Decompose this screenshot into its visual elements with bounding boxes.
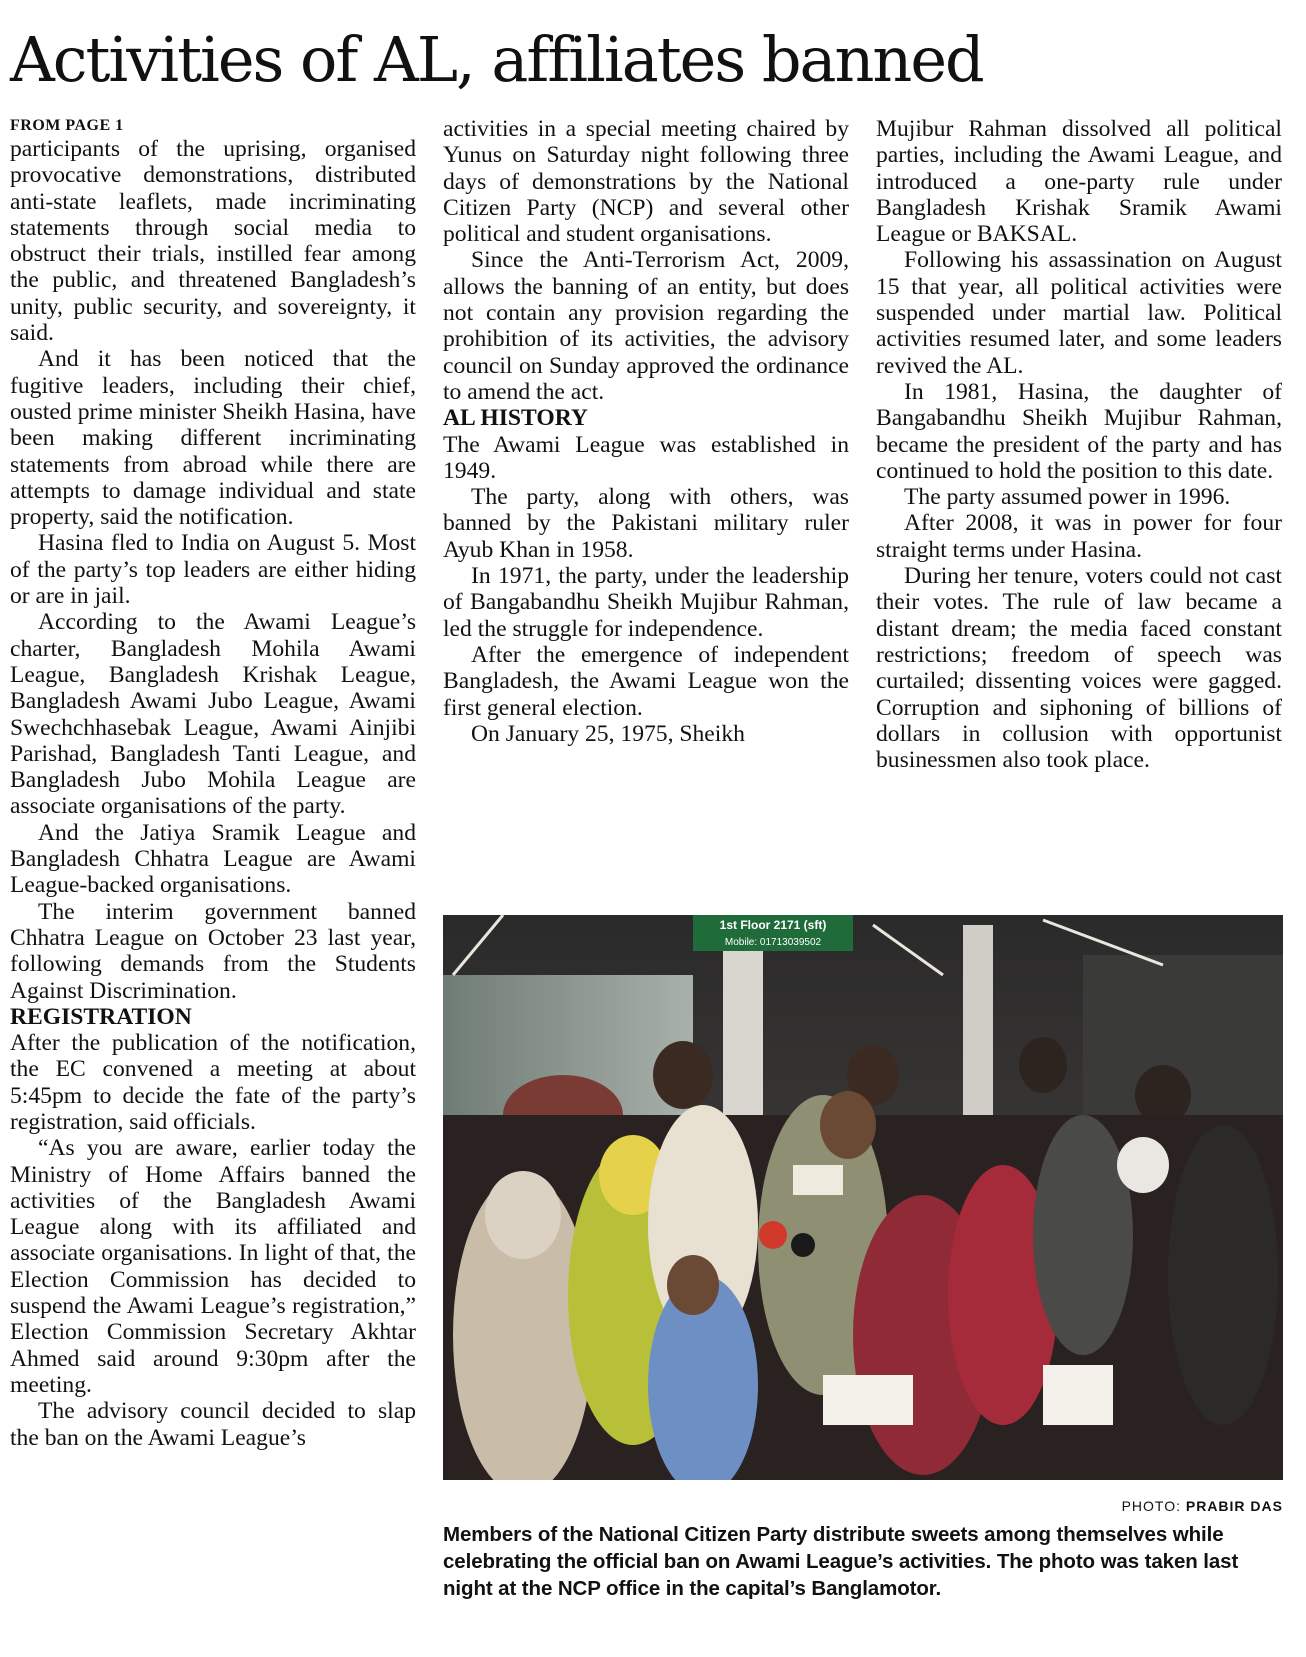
paragraph: And the Jatiya Sramik League and Bangladesh Chhatra League are Awami League-backed organisations. [10, 819, 416, 899]
paragraph: Mujibur Rahman dissolved all political parties, including the Awami League, and introduced a one-party rule under Bangladesh Krishak Sramik Awami League or BAKSAL. [876, 116, 1282, 248]
paragraph: “As you are aware, earlier today the Ministry of Home Affairs banned the activities of the Bangladesh Awami League along with its affiliated and associate organisations. In light of that, the Election Commission has decided to suspend the Awami League’s registration,” Election Commission Secretary Akhtar Ahmed said around 9:30pm after the meeting. [10, 1135, 416, 1398]
column-3 [876, 116, 1282, 773]
paragraph: And it has been noticed that the fugitive leaders, including their chief, ousted prime minister Sheikh Hasina, have been making different incriminating statements from abroad while there are attempts to damage individual and state property, said the notification. [10, 346, 416, 531]
photo-credit [443, 1498, 1283, 1514]
column-1 [10, 116, 416, 1451]
column-2 [443, 116, 849, 747]
paragraph: participants of the uprising, organised provocative demonstrations, distributed anti-state leaflets, made incriminating statements through social media to obstruct their trials, instilled fear among the public, and threatened Bangladesh’s unity, public security, and sovereignty, it said. [10, 136, 416, 347]
paragraph: In 1971, the party, under the leadership of Bangabandhu Sheikh Mujibur Rahman, led the struggle for independence. [443, 563, 849, 642]
paragraph: On January 25, 1975, Sheikh [471, 720, 745, 747]
kicker: FROM PAGE 1 [10, 117, 124, 134]
sign-text: 1st Floor 2171 (sft) [719, 918, 827, 932]
news-photo [443, 915, 1283, 1480]
paragraph: After the emergence of independent Bangladesh, the Awami League won the first general election. [443, 641, 849, 721]
paragraph: Following his assassination on August 15 that year, all political activities were suspended under martial law. Political activities resumed later, and some leaders revived the AL. [876, 247, 1282, 379]
subheading-al-history: AL HISTORY [443, 405, 588, 432]
paragraph: The Awami League was established in 1949. [443, 431, 849, 484]
paragraph: The party assumed power in 1996. [904, 484, 1231, 511]
subheading-registration: REGISTRATION [10, 1003, 192, 1030]
credit-prefix: PHOTO: [1121, 1498, 1181, 1514]
paragraph: In 1981, Hasina, the daughter of Bangabandhu Sheikh Mujibur Rahman, became the president of the party and has continued to hold the position to this date. [876, 378, 1282, 484]
paragraph: The party, along with others, was banned by the Pakistani military ruler Ayub Khan in 1958. [443, 484, 849, 563]
paragraph: activities in a special meeting chaired by Yunus on Saturday night following three days of demonstrations by the National Citizen Party (NCP) and several other political and student organisations. [443, 116, 849, 248]
paragraph: Since the Anti-Terrorism Act, 2009, allows the banning of an entity, but does not contain any provision regarding the prohibition of its activities, the advisory council on Sunday approved the ordinance to amend the act. [443, 247, 849, 405]
sign-mobile: Mobile: 01713039502 [724, 937, 822, 948]
headline: Activities of AL, affiliates banned [10, 23, 983, 96]
paragraph: The interim government banned Chhatra League on October 23 last year, following demands from the Students Against Discrimination. [10, 898, 416, 1004]
paragraph: According to the Awami League’s charter, Bangladesh Mohila Awami League, Bangladesh Krishak League, Bangladesh Awami Jubo League, Awami Swechchhasebak League, Awami Ainjibi Parishad, Bangladesh Tanti League, and Bangladesh Jubo Mohila League are associate organisations of the party. [10, 609, 416, 820]
paragraph: After 2008, it was in power for four straight terms under Hasina. [876, 510, 1282, 563]
paragraph: The advisory council decided to slap the ban on the Awami League’s [10, 1398, 416, 1451]
photo-caption: Members of the National Citizen Party distribute sweets among themselves while celebrating the official ban on Awami League’s activities. The photo was taken last night at the NCP office in the capital’s Banglamotor. [443, 1523, 1239, 1600]
paragraph: After the publication of the notification, the EC convened a meeting at about 5:45pm to decide the fate of the party’s registration, said officials. [10, 1030, 416, 1135]
paragraph: During her tenure, voters could not cast their votes. The rule of law became a distant dream; the media faced constant restrictions; freedom of speech was curtailed; dissenting voices were gagged. Corruption and siphoning of billions of dollars in collusion with opportunist businessmen also took place. [876, 563, 1282, 774]
credit-name: PRABIR DAS [1185, 1498, 1283, 1514]
paragraph: Hasina fled to India on August 5. Most of the party’s top leaders are either hiding or are in jail. [10, 530, 416, 610]
